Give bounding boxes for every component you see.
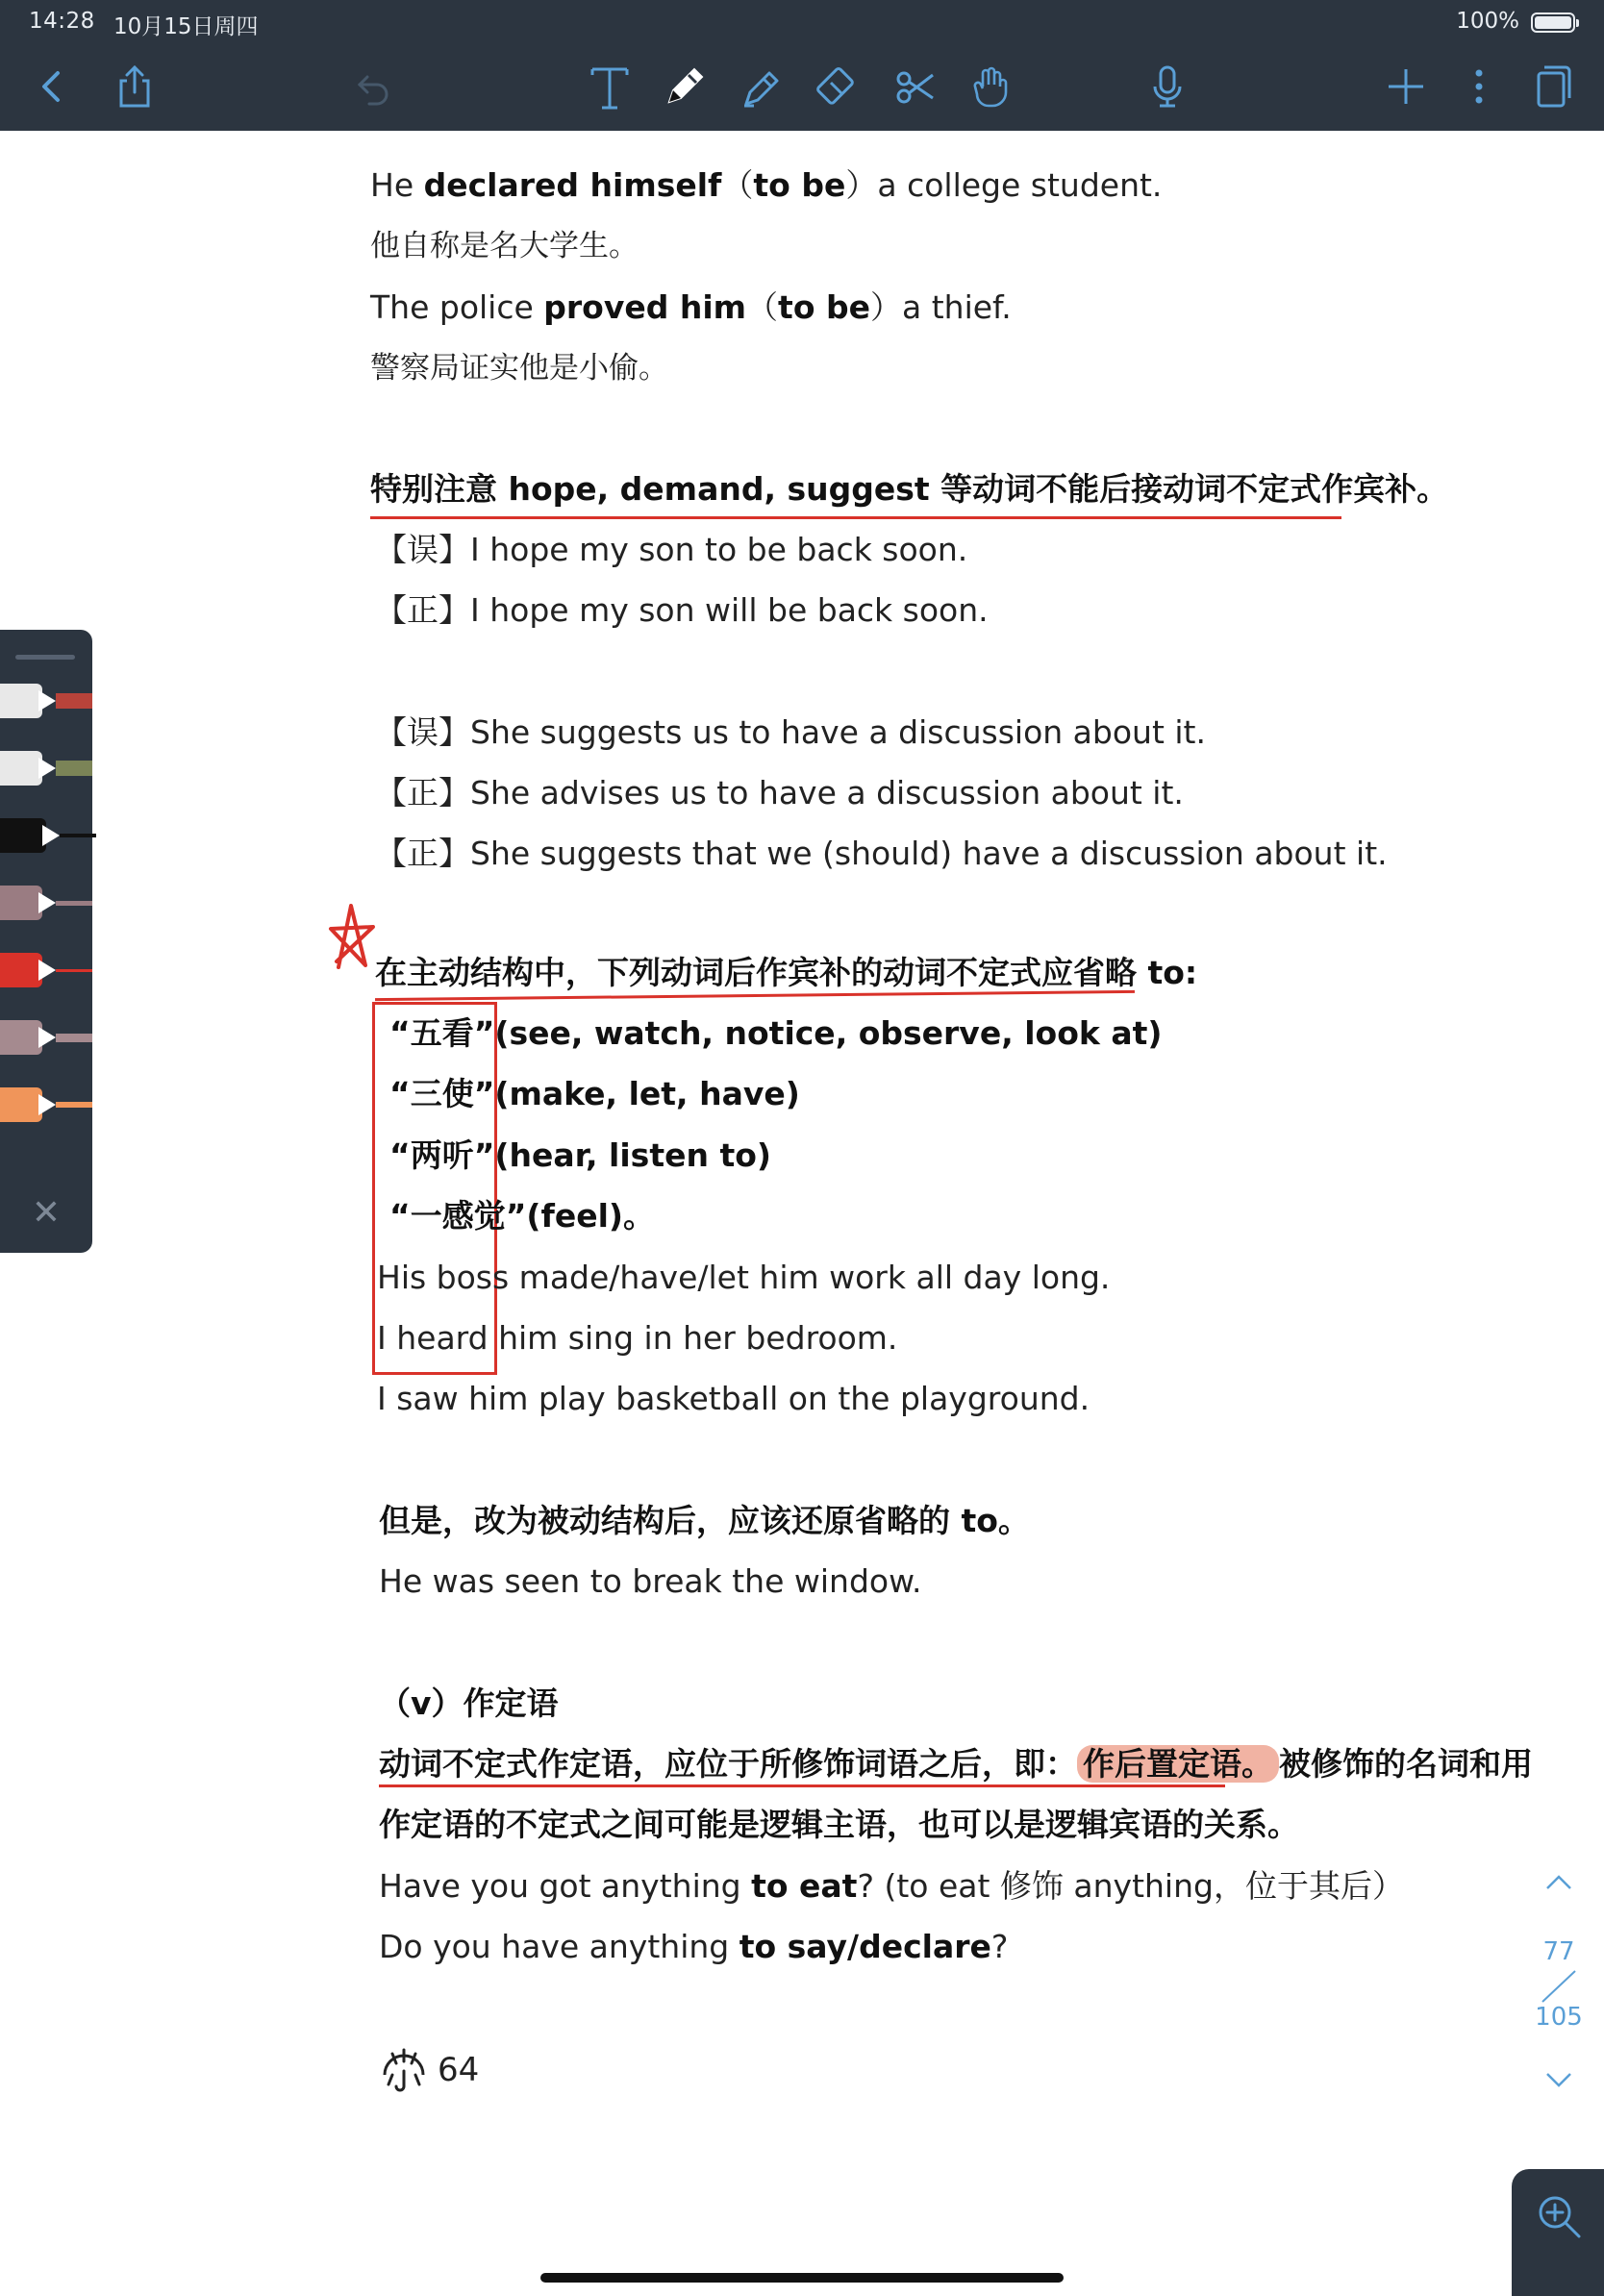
red-underline-annotation: [379, 1784, 1225, 1787]
next-page-icon[interactable]: [1529, 2069, 1589, 2098]
doc-line: “三使”(make, let, have): [389, 1075, 800, 1112]
doc-line: I heard him sing in her bedroom.: [377, 1319, 898, 1357]
home-indicator[interactable]: [540, 2273, 1064, 2283]
pen-palette: [0, 630, 92, 1253]
doc-line: 【正】She suggests that we (should) have a discussion about it.: [375, 835, 1388, 872]
doc-line: 但是，改为被动结构后，应该还原省略的 to。: [379, 1502, 1030, 1539]
close-palette-icon[interactable]: ✕: [31, 1193, 62, 1233]
doc-line: 作定语的不定式之间可能是逻辑主语，也可以是逻辑宾语的关系。: [379, 1806, 1299, 1843]
status-date: 10月15日周四: [113, 14, 259, 39]
doc-line: 动词不定式作定语，应位于所修饰词语之后，即： 作后置定语。 被修饰的名词和用: [379, 1745, 1533, 1783]
zoom-in-icon[interactable]: [1535, 2192, 1583, 2240]
doc-line: 警察局证实他是小偷。: [370, 351, 668, 386]
doc-line-heading: （v）作定语: [379, 1685, 559, 1722]
red-underline-annotation: [370, 516, 1341, 519]
doc-line: “一感觉”(feel)。: [389, 1197, 655, 1235]
doc-line: 【误】She suggests us to have a discussion about it.: [375, 713, 1206, 751]
doc-line: Have you got anything to eat? (to eat 修饰 anything，位于其后）: [379, 1867, 1404, 1905]
doc-line: The police proved him（to be）a thief.: [370, 288, 1012, 326]
doc-line-rule: 在主动结构中，下列动词后作宾补的动词不定式应省略 to:: [375, 954, 1198, 991]
total-pages-number: 105: [1535, 2003, 1583, 2032]
status-time: 14:28: [29, 9, 95, 34]
doc-line: 【正】I hope my son will be back soon.: [375, 591, 989, 629]
more-icon[interactable]: [1454, 58, 1504, 115]
doc-line-note: 特别注意 hope, demand, suggest 等动词不能后接动词不定式作宾补。: [370, 470, 1449, 508]
doc-line: His boss made/have/let him work all day long.: [377, 1259, 1111, 1296]
add-icon[interactable]: [1381, 58, 1431, 115]
orange-red-pen[interactable]: [0, 943, 92, 997]
previous-page-icon[interactable]: [1529, 1870, 1589, 1899]
lasso-icon[interactable]: [890, 58, 940, 115]
undo-icon[interactable]: [348, 58, 398, 115]
eraser-icon[interactable]: [814, 58, 864, 115]
top-toolbar: [0, 0, 1604, 131]
doc-line: 【正】She advises us to have a discussion about it.: [375, 774, 1184, 811]
highlighted-text: 作后置定语。: [1077, 1745, 1279, 1783]
doc-line: He declared himself（to be）a college student.: [370, 166, 1163, 204]
battery-percent: 100%: [1456, 9, 1519, 34]
battery-icon: [1531, 12, 1575, 33]
microphone-icon[interactable]: [1142, 58, 1192, 115]
doc-line: Do you have anything to say/declare?: [379, 1928, 1009, 1965]
sun-logo-icon: [379, 2042, 429, 2096]
palette-drag-handle[interactable]: [15, 655, 75, 660]
orange-pen[interactable]: [0, 1078, 92, 1132]
doc-line: 他自称是名大学生。: [370, 229, 639, 263]
share-icon[interactable]: [110, 58, 160, 115]
doc-line: I saw him play basketball on the playground.: [377, 1380, 1090, 1417]
text-tool-icon[interactable]: [585, 58, 635, 115]
olive-pen[interactable]: [0, 741, 92, 795]
doc-line: “五看”(see, watch, notice, observe, look at): [389, 1014, 1163, 1052]
back-icon[interactable]: [27, 58, 77, 115]
hand-icon[interactable]: [965, 58, 1015, 115]
red-pen[interactable]: [0, 674, 92, 728]
pen-icon[interactable]: [660, 58, 710, 115]
status-bar: [0, 0, 1604, 44]
pages-icon[interactable]: [1527, 58, 1577, 115]
mauve-pen[interactable]: [0, 876, 92, 930]
document-page: [0, 131, 1604, 2296]
dusty-pink-pen[interactable]: [0, 1011, 92, 1064]
highlighter-icon[interactable]: [737, 58, 787, 115]
doc-line: He was seen to break the window.: [379, 1562, 922, 1600]
zoom-panel[interactable]: [1512, 2169, 1604, 2296]
current-page-number: 77: [1542, 1937, 1575, 1966]
handwritten-star-annotation: [325, 900, 377, 971]
page-divider-slash: [1541, 1969, 1577, 2004]
black-pen[interactable]: [0, 809, 92, 862]
page-number: 64: [438, 2051, 480, 2089]
doc-line: “两听”(hear, listen to): [389, 1136, 771, 1174]
doc-line: 【误】I hope my son to be back soon.: [375, 531, 968, 568]
